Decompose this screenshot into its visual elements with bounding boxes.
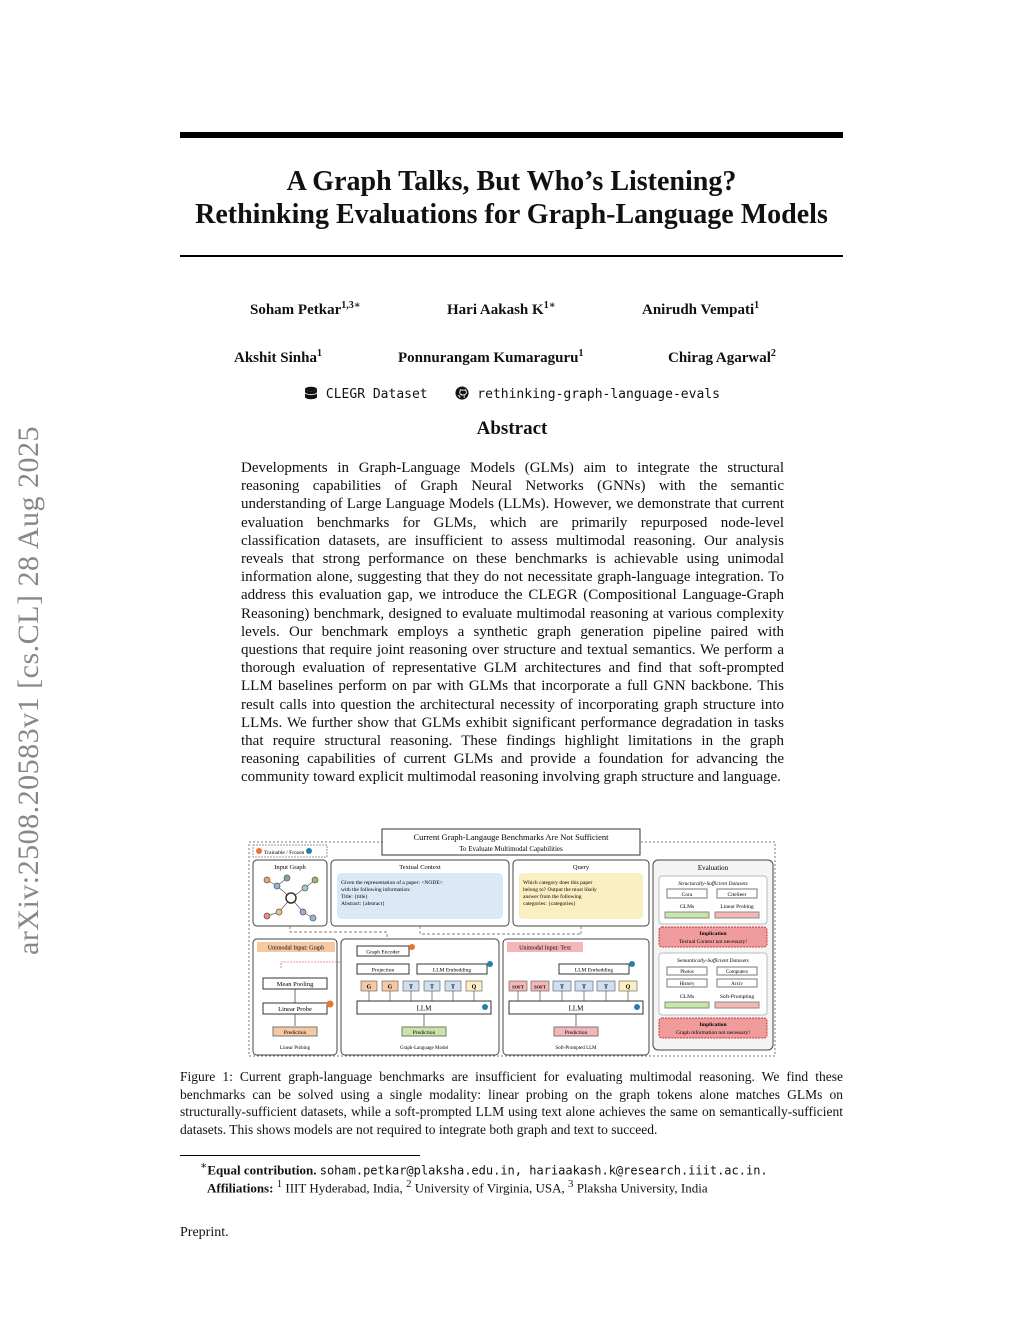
token-label: T <box>408 984 414 991</box>
token-label: G <box>366 984 372 991</box>
dataset-history: History <box>679 982 695 987</box>
context-line: Abstract: {abstract} <box>341 901 385 907</box>
footnote-equal: ∗Equal contribution. soham.petkar@plaksha.edu.in, hariaakash.k@research.iiit.ac.in. <box>200 1160 768 1178</box>
figure-header-1: Current Graph-Langauge Benchmarks Are Not Sufficient <box>413 832 609 842</box>
figure-1 <box>247 828 777 1058</box>
llm-embedding-glm: LLM Embedding <box>432 967 472 974</box>
projection: Projection <box>371 967 395 974</box>
snowflake-icon <box>306 848 312 854</box>
unimodal-graph-label: Unimodal Input: Graph <box>267 945 325 952</box>
snowflake-icon <box>634 1004 640 1010</box>
snowflake-icon <box>487 961 493 967</box>
glms-label: GLMs <box>679 904 695 910</box>
fire-icon <box>256 848 262 854</box>
query-line: Which category does this paper <box>523 880 593 886</box>
dataset-citeseer: CiteSeer <box>727 892 747 898</box>
llm-glm: LLM <box>416 1004 432 1013</box>
github-icon <box>455 386 469 400</box>
implication-2-title: Implication <box>699 1022 727 1028</box>
prediction-glm: Prediction <box>412 1030 436 1036</box>
mean-pooling: Mean Pooling <box>276 981 314 988</box>
evaluation-title: Evaluation <box>697 864 729 872</box>
graph-encoder: Graph Encoder <box>366 949 400 956</box>
query-line: belong to? Output the most likely <box>523 887 597 893</box>
prediction-soft: Prediction <box>564 1030 588 1036</box>
figure-header-2: To Evaluate Multimodal Capabilities <box>459 845 563 853</box>
figure-caption: Figure 1: Current graph-language benchmarks are insufficient for evaluating multimodal reasoning. We find these benchmarks can be solved using a single modality: linear probing on the graph tokens alone matches GLMs on structurally-sufficient datasets, while a soft-prompted LLM using text alone achieves the same on semantically-sufficient datasets. This shows models are not required to integrate both graph and text to succeed. <box>180 1069 843 1137</box>
author-hari: Hari Aakash $K^{1∗}$ <box>447 300 556 318</box>
dataset-cora: Cora <box>681 892 693 898</box>
linear-probing-label: Linear Probing <box>720 904 754 910</box>
token-label: T <box>429 984 435 991</box>
token-label: G <box>387 984 393 991</box>
implication-1-title: Implication <box>699 931 727 937</box>
token-label: T <box>450 984 456 991</box>
footnote-affiliations: Affiliations: $^1$ IIIT Hyderabad, India, $^2$ University of Virginia, USA, $^3$ Plaksha University, India <box>207 1178 708 1196</box>
query-line: categories: {categories} <box>523 901 576 907</box>
token-label: SOFT <box>534 984 546 990</box>
query-line: answer from the following <box>523 894 582 900</box>
dataset-arxiv: Arxiv <box>731 982 743 987</box>
caption-soft: Soft-Prompted LLM <box>555 1046 597 1051</box>
fire-icon <box>409 944 415 950</box>
llm-soft: LLM <box>568 1004 584 1013</box>
token-label: T <box>559 984 565 991</box>
author-ponnurangam: Ponnurangam Kumaraguru$^1$ <box>398 348 584 366</box>
snowflake-icon <box>629 961 635 967</box>
database-icon <box>304 386 318 400</box>
sem-title: Semantically-Sufficient Datasets <box>677 958 749 964</box>
dataset-photos: Photos <box>680 970 694 975</box>
implication-2-text: Graph information not necessary! <box>675 1030 751 1036</box>
input-graph-title: Input Graph <box>274 864 306 871</box>
context-line: Given the representation of a paper: <NODE> <box>341 880 443 886</box>
arxiv-identifier: arXiv:2508.20583v1 [cs.CL] 28 Aug 2025 <box>12 426 45 955</box>
author-anirudh: Anirudh Vempati$^1$ <box>642 300 760 318</box>
token-label: Q <box>625 984 631 991</box>
textual-context-title: Textual Context <box>399 864 441 871</box>
author-soham: Soham Petkar$^{1,3∗}$ <box>250 300 361 318</box>
title-rule <box>180 255 843 257</box>
github-repo-link[interactable]: rethinking-graph-language-evals <box>455 387 719 402</box>
soft-prompting-label: Soft-Prompting <box>719 994 755 1000</box>
abstract-heading: Abstract <box>476 418 548 439</box>
snowflake-icon <box>482 1004 488 1010</box>
author-chirag: Chirag Agarwal$^2$ <box>668 348 776 366</box>
token-label: SOFT <box>512 984 524 990</box>
resource-links <box>0 386 1024 402</box>
caption-glm: Graph-Language Model <box>399 1046 449 1051</box>
token-label: T <box>581 984 587 991</box>
paper-title-line1: A Graph Talks, But Who’s Listening? <box>286 166 737 197</box>
legend-text: Trainable / Frozen <box>264 850 305 856</box>
context-line: Title: {title} <box>341 894 368 900</box>
unimodal-text-label: Unimodal Input: Text <box>519 945 571 952</box>
prediction-lp: Prediction <box>283 1030 307 1036</box>
token-label: Q <box>471 984 477 991</box>
fire-icon <box>327 1001 334 1008</box>
footnote-rule <box>180 1155 420 1156</box>
context-line: with the following information: <box>341 887 411 893</box>
top-rule <box>180 132 843 138</box>
abstract-text: Developments in Graph-Language Models (GLMs) aim to integrate the structural reasoning capabilities of Graph Neural Networks (GNNs) with the semantic understanding of Large Language Models (LLMs). However, we demonstrate that current evaluation benchmarks for GLMs, which are primarily repurposed node-level classification datasets, are insufficient to assess multimodal reasoning. Our analysis reveals that strong performance on these benchmarks is achievable using unimodal information alone, suggesting that they do not necessitate graph-language integration. To address this evaluation gap, we introduce the CLEGR (Compositional Language-Graph Reasoning) benchmark, designed to evaluate multimodal reasoning at various complexity levels. Our benchmark employs a synthetic graph generation pipeline paired with questions that require joint reasoning over structure and textual semantics. We perform a thorough evaluation of representative GLM architectures and find that soft-prompted LLM baselines perform on par with GLMs that incorporate a full GNN backbone. This result calls into question the architectural necessity of incorporating graph structure into LLMs. We further show that GLMs exhibit significant performance degradation in tasks that require structural reasoning. These findings highlight limitations in the graph reasoning capabilities of current GLMs and provide a foundation for advancing the community toward explicit multimodal reasoning involving graph structure and language. <box>241 460 784 786</box>
paper-title-line2: Rethinking Evaluations for Graph-Language Models <box>195 199 828 230</box>
caption-linear-probing: Linear Probing <box>279 1046 311 1051</box>
author-akshit: Akshit Sinha$^1$ <box>234 348 322 366</box>
dataset-computers: Computers <box>726 970 748 975</box>
query-title: Query <box>572 864 590 871</box>
llm-embedding-soft: LLM Embedding <box>574 967 614 974</box>
preprint-label: Preprint. <box>180 1225 229 1240</box>
glms-label-2: GLMs <box>679 994 695 1000</box>
implication-1-text: Textual Context not necessary! <box>678 939 748 945</box>
struct-title: Structurally-Sufficient Datasets <box>678 881 748 887</box>
linear-probe: Linear Probe <box>278 1006 312 1013</box>
token-label: T <box>603 984 609 991</box>
footnote-emails: soham.petkar@plaksha.edu.in, hariaakash.k@research.iiit.ac.in. <box>319 1163 768 1178</box>
dataset-link[interactable]: CLEGR Dataset <box>304 387 435 402</box>
